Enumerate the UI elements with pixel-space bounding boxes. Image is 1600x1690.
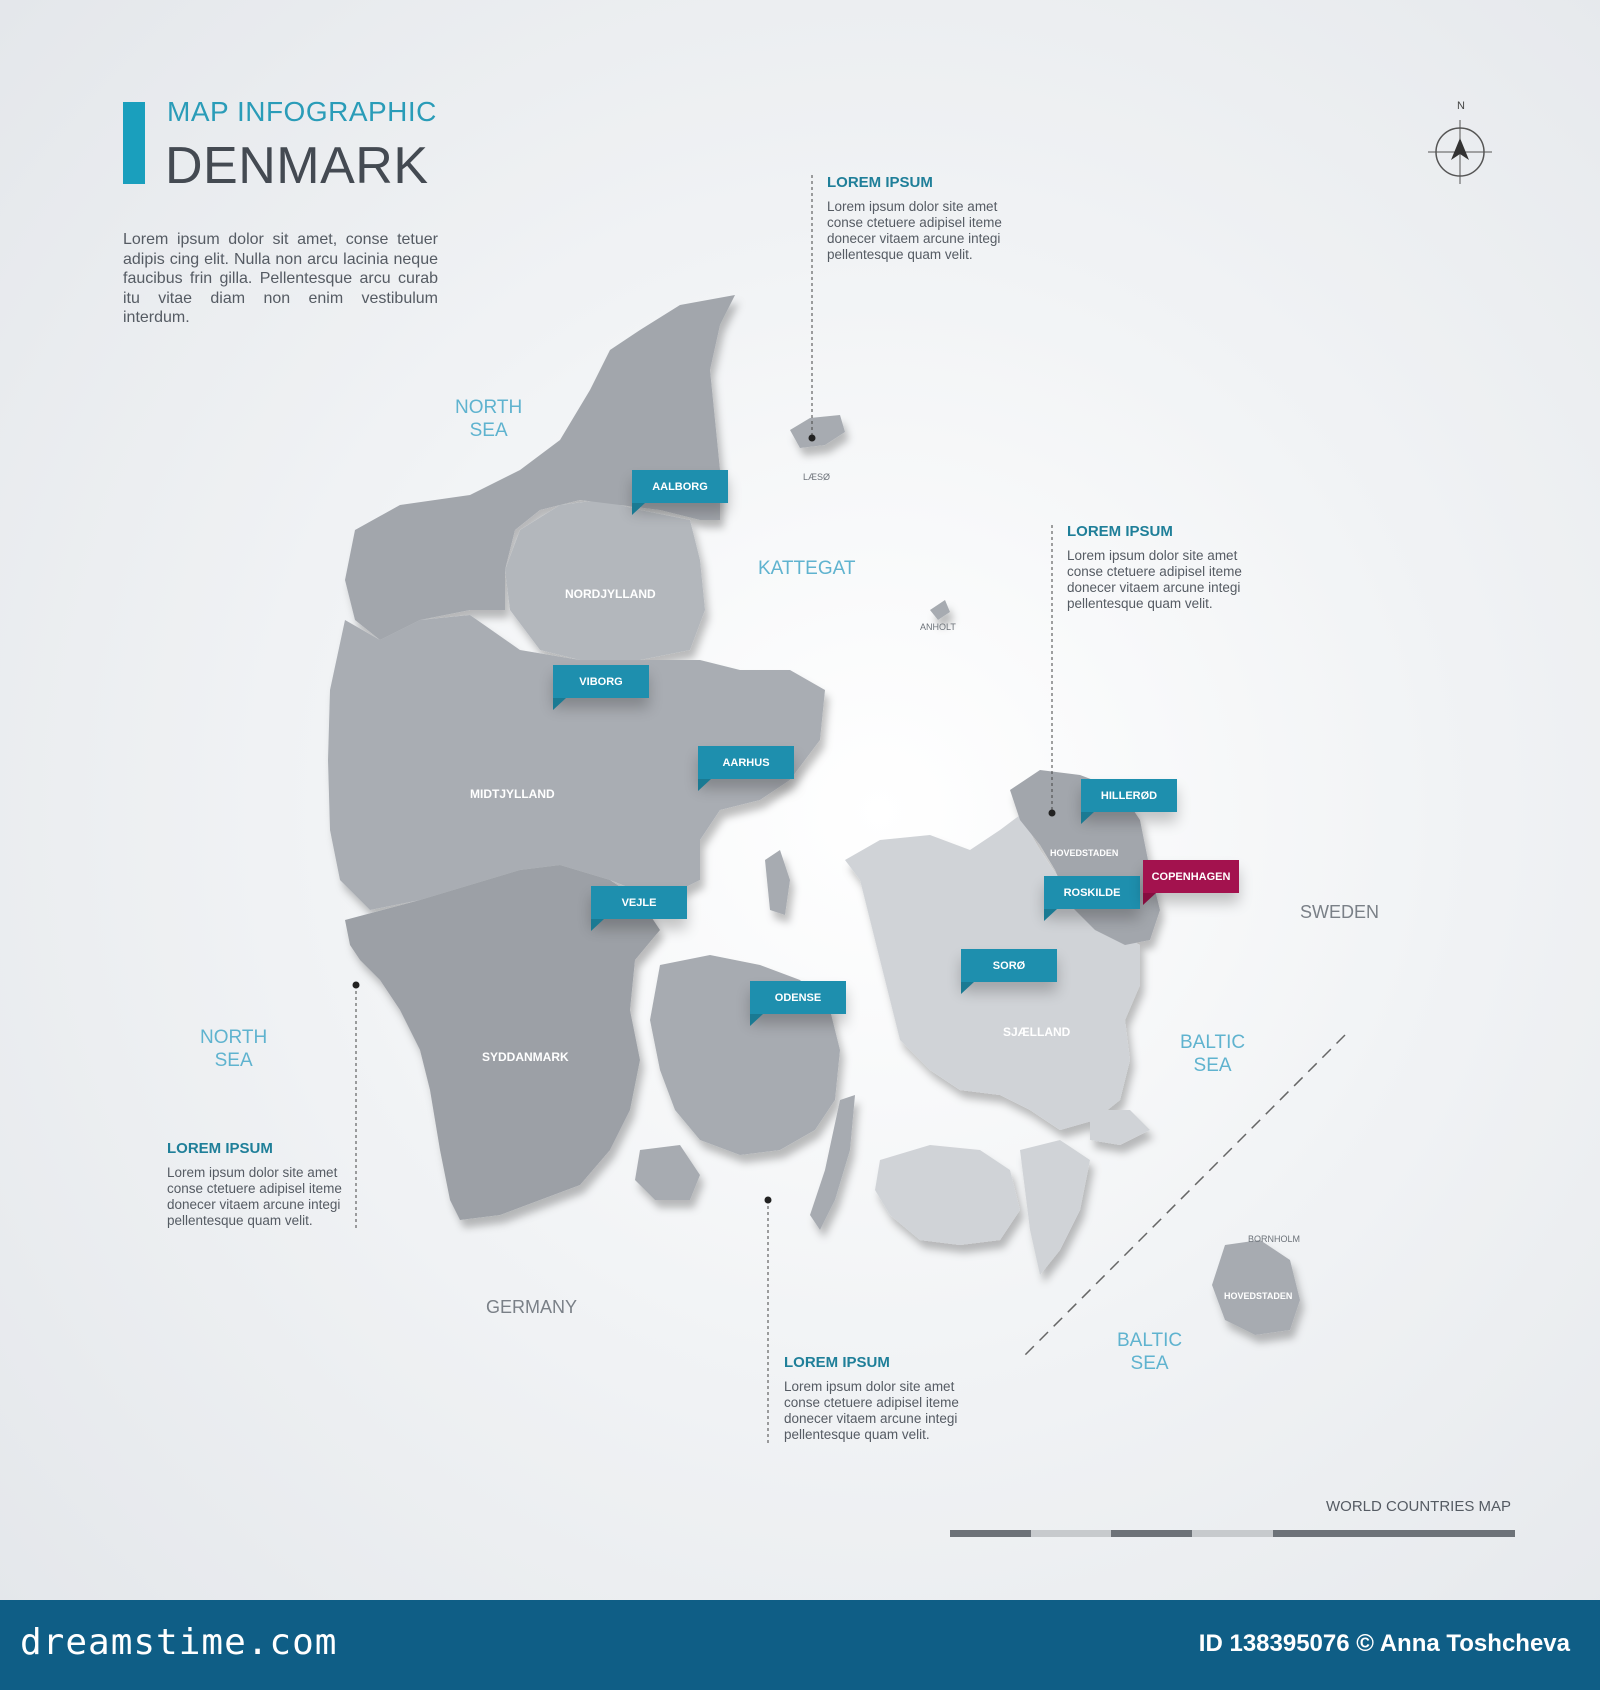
callout-1-heading: LOREM IPSUM (827, 174, 933, 191)
sea-label-baltic-2: BALTIC SEA (1117, 1330, 1183, 1374)
region-label-hovedstaden-bornholm: HOVEDSTADEN (1224, 1291, 1293, 1301)
compass-north-label: N (1457, 100, 1465, 112)
sea-label-north-sea-top: NORTH SEA (455, 397, 523, 441)
sea-label-kattegat: KATTEGAT (758, 558, 856, 579)
island-label-bornholm: BORNHOLM (1248, 1234, 1301, 1244)
region-label-sjaelland: SJÆLLAND (1003, 1025, 1071, 1039)
scale-bar (950, 1530, 1515, 1537)
callout-3-body: Lorem ipsum dolor site amet conse ctetuere adipisel iteme donecer vitaem arcune integi pellentesque quam velit. (167, 1165, 342, 1228)
island-label-anholt: ANHOLT (920, 622, 956, 632)
island-als-shape (635, 1145, 700, 1200)
callout-4-heading: LOREM IPSUM (784, 1354, 890, 1371)
city-pin-copenhagen[interactable]: COPENHAGEN (1143, 860, 1239, 893)
map-title: DENMARK (165, 137, 429, 195)
callout-2-body: Lorem ipsum dolor site amet conse ctetuere adipisel iteme donecer vitaem arcune integi pellentesque quam velit. (1067, 548, 1242, 611)
callout-4-body: Lorem ipsum dolor site amet conse ctetuere adipisel iteme donecer vitaem arcune integi pellentesque quam velit. (784, 1379, 959, 1442)
island-anholt-shape (930, 600, 950, 620)
sea-label-baltic-1: BALTIC SEA (1180, 1032, 1246, 1076)
country-label-sweden: SWEDEN (1300, 902, 1380, 922)
region-label-midtjylland: MIDTJYLLAND (470, 787, 555, 801)
island-mon-shape (1090, 1110, 1150, 1145)
city-pin-aarhus[interactable]: AARHUS (698, 746, 794, 779)
callout-4 (784, 1354, 974, 1443)
island-laeso-shape (790, 415, 845, 448)
region-nordjylland-shape (505, 500, 705, 660)
callout-2 (1067, 523, 1257, 612)
region-label-syddanmark: SYDDANMARK (482, 1050, 569, 1064)
callout-1 (827, 174, 1017, 263)
city-pin-soro[interactable]: SORØ (961, 949, 1057, 982)
callout-1-body: Lorem ipsum dolor site amet conse ctetuere adipisel iteme donecer vitaem arcune integi pellentesque quam velit. (827, 199, 1002, 262)
footer-logo[interactable]: dreamstime.com (20, 1622, 338, 1663)
map-subtitle: MAP INFOGRAPHIC (167, 96, 437, 127)
scale-label: WORLD COUNTRIES MAP (1326, 1498, 1512, 1515)
island-falster-shape (1020, 1140, 1090, 1275)
intro-text: Lorem ipsum dolor sit amet, conse tetuer adipis cing elit. Nulla non arcu lacinia neque faucibus frin gilla. Pellentesque arcu curab itu vitae diam non enim vestibulum interdum. (123, 231, 438, 326)
callout-3-heading: LOREM IPSUM (167, 1140, 273, 1157)
island-label-laeso: LÆSØ (803, 472, 831, 482)
city-pin-aalborg[interactable]: AALBORG (632, 470, 728, 503)
footer-credit: ID 138395076 © Anna Toshcheva (1198, 1630, 1570, 1657)
island-samso-shape (765, 850, 790, 915)
region-label-hovedstaden: HOVEDSTADEN (1050, 848, 1119, 858)
island-lolland-shape (875, 1145, 1020, 1245)
callout-3 (167, 1140, 357, 1229)
island-bornholm-shape (1212, 1240, 1300, 1335)
country-label-germany: GERMANY (486, 1297, 578, 1317)
city-pin-odense[interactable]: ODENSE (750, 981, 846, 1014)
city-pin-hillerod[interactable]: HILLERØD (1081, 779, 1177, 812)
callout-2-heading: LOREM IPSUM (1067, 523, 1173, 540)
city-pin-roskilde[interactable]: ROSKILDE (1044, 876, 1140, 909)
city-pin-viborg[interactable]: VIBORG (553, 665, 649, 698)
city-pin-vejle[interactable]: VEJLE (591, 886, 687, 919)
region-label-nordjylland: NORDJYLLAND (565, 587, 656, 601)
sea-label-north-sea-bottom: NORTH SEA (200, 1027, 268, 1071)
